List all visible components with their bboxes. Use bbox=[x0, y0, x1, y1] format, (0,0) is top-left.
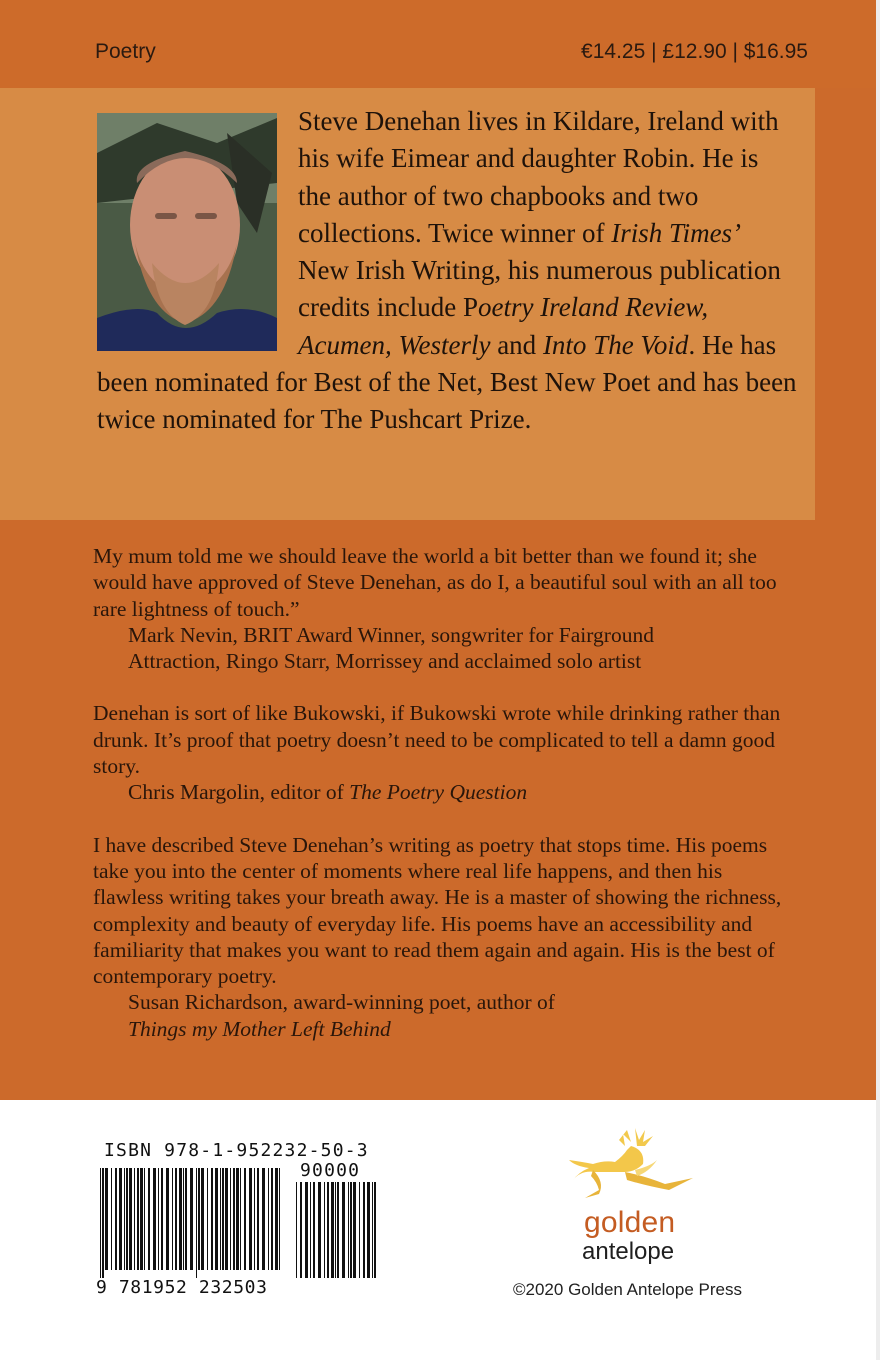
barcode-bar bbox=[124, 1168, 125, 1270]
bio-text-4: . He has been nominated for Best of the Net, Best New Poet and has been twice nominated for The Pushcart Prize. bbox=[97, 329, 797, 435]
barcode-bar bbox=[342, 1182, 345, 1278]
barcode-bar bbox=[254, 1168, 255, 1270]
author-bio bbox=[97, 103, 797, 439]
barcode-bar bbox=[207, 1168, 208, 1270]
bio-text-3: and bbox=[490, 329, 543, 360]
barcode-bar bbox=[249, 1168, 252, 1270]
barcode-bar bbox=[111, 1168, 112, 1270]
isbn-label: ISBN 978-1-952232-50-3 bbox=[104, 1140, 369, 1161]
blurb-susan-richardson bbox=[93, 832, 793, 1042]
barcode-bar bbox=[305, 1182, 308, 1278]
barcode-bar bbox=[119, 1168, 122, 1270]
barcode-bar bbox=[363, 1182, 365, 1278]
photo-spacer bbox=[97, 103, 298, 355]
barcode-bar bbox=[129, 1168, 132, 1270]
price-label: €14.25 | £12.90 | $16.95 bbox=[581, 40, 808, 63]
barcode-bar bbox=[353, 1182, 356, 1278]
barcode-bar bbox=[100, 1168, 101, 1278]
barcode-bar bbox=[201, 1168, 204, 1270]
barcode-bar bbox=[337, 1182, 339, 1278]
barcode-bar bbox=[175, 1168, 177, 1270]
barcode-bar bbox=[244, 1168, 246, 1270]
barcode-bar bbox=[198, 1168, 200, 1270]
genre-label: Poetry bbox=[95, 40, 156, 63]
bio-italic-into-the-void: Into The Void bbox=[542, 329, 689, 360]
barcode-bar bbox=[271, 1168, 273, 1270]
barcode-bar bbox=[367, 1182, 370, 1278]
barcode-bar bbox=[172, 1168, 173, 1270]
barcode-bar bbox=[275, 1168, 278, 1270]
barcode-bar bbox=[335, 1182, 336, 1278]
barcode-bar bbox=[102, 1168, 104, 1278]
barcode-bar bbox=[153, 1168, 156, 1270]
barcode-bar bbox=[105, 1168, 108, 1270]
page-edge bbox=[876, 0, 880, 1360]
barcode-bar bbox=[140, 1168, 143, 1270]
barcode-bar bbox=[268, 1168, 269, 1270]
blurb-text: I have described Steve Denehan’s writing as poetry that stops time. His poems take you into the center of moments where real life happens, and then his flawless writing takes your breath away. He is a master of showing the richness, complexity and beauty of everyday life. His poems have an accessibility and familiarity that makes you want to read them again and again. His is the best of contemporary poetry. bbox=[93, 832, 782, 989]
barcode-bar bbox=[374, 1182, 376, 1278]
price-addon-label: 90000 bbox=[300, 1160, 361, 1181]
barcode-bar bbox=[220, 1168, 221, 1270]
barcode-bar bbox=[257, 1168, 259, 1270]
barcode-bars bbox=[100, 1168, 280, 1278]
blurb-mark-nevin bbox=[93, 543, 793, 674]
barcode-bar bbox=[318, 1182, 321, 1278]
barcode-bar bbox=[350, 1182, 352, 1278]
blurb-attribution bbox=[93, 779, 793, 805]
blurb-text: Denehan is sort of like Bukowski, if Bukowski wrote while drinking rather than drunk. It’s proof that poetry doesn’t need to be complicated to tell a damn good story. bbox=[93, 701, 781, 779]
bio-italic-irish-times: Irish Times’ bbox=[611, 217, 742, 248]
barcode-bar bbox=[222, 1168, 224, 1270]
blurb-text: My mum told me we should leave the world a bit better than we found it; she would have approved of Steve Denehan, as do I, a beautiful soul with an all too rare lightness of touch.” bbox=[93, 544, 777, 621]
barcode-bar bbox=[348, 1182, 349, 1278]
barcode-bar bbox=[158, 1168, 159, 1270]
logo-wordmark-golden: golden bbox=[584, 1206, 676, 1239]
barcode-bar bbox=[179, 1168, 182, 1270]
barcode-bar bbox=[126, 1168, 128, 1270]
barcode-bar bbox=[148, 1168, 150, 1270]
barcode-bar bbox=[279, 1168, 280, 1270]
bio-text-2: New Irish Writing, his numerous publication credits include P bbox=[298, 255, 781, 323]
blurb-attribution: Susan Richardson, award-winning poet, author of bbox=[128, 990, 555, 1015]
barcode-bar bbox=[215, 1168, 218, 1270]
blurb-attribution: Mark Nevin, BRIT Award Winner, songwriter for Fairground bbox=[128, 622, 654, 647]
barcode-bar bbox=[296, 1182, 297, 1278]
barcode-bar bbox=[134, 1168, 135, 1270]
barcode-bar bbox=[262, 1168, 265, 1270]
barcode-bar bbox=[137, 1168, 139, 1270]
attribution-title: Things my Mother Left Behind bbox=[128, 1016, 391, 1041]
barcode-bar bbox=[372, 1182, 373, 1278]
blurb-chris-margolin bbox=[93, 700, 793, 805]
bio-italic-publications: oetry Ireland Review, Acumen, Westerly bbox=[298, 292, 709, 360]
barcode-bar bbox=[185, 1168, 187, 1270]
barcode-digits: 9 781952 232503 bbox=[96, 1277, 268, 1298]
barcode-bar bbox=[313, 1182, 315, 1278]
barcode-bar bbox=[240, 1168, 241, 1270]
logo-wordmark-antelope: antelope bbox=[582, 1238, 675, 1265]
barcode-bar bbox=[183, 1168, 184, 1270]
barcode-bar bbox=[196, 1168, 197, 1278]
barcode-bar bbox=[211, 1168, 213, 1270]
barcode-bar bbox=[161, 1168, 163, 1270]
attribution-title: The Poetry Question bbox=[349, 780, 528, 805]
barcode-bar bbox=[300, 1182, 302, 1278]
copyright-notice: ©2020 Golden Antelope Press bbox=[513, 1280, 742, 1299]
blurbs bbox=[93, 543, 793, 1042]
barcode-bar bbox=[359, 1182, 360, 1278]
addon-barcode-bars bbox=[296, 1182, 376, 1278]
barcode-bar bbox=[230, 1168, 231, 1270]
bio-text-1: Steve Denehan lives in Kildare, Ireland with his wife Eimear and daughter Robin. He is the author of two chapbooks and two collections. Twice winner of bbox=[298, 106, 779, 248]
barcode-bar bbox=[225, 1168, 228, 1270]
barcode-bar bbox=[331, 1182, 334, 1278]
barcode-bar bbox=[144, 1168, 145, 1270]
barcode-bar bbox=[166, 1168, 169, 1270]
barcode-bar bbox=[324, 1182, 325, 1278]
barcode-bar bbox=[310, 1182, 311, 1278]
barcode-bar bbox=[190, 1168, 193, 1270]
attribution-text: Chris Margolin, editor of bbox=[128, 780, 350, 805]
barcode-bar bbox=[233, 1168, 235, 1270]
barcode-bar bbox=[236, 1168, 239, 1270]
barcode-bar bbox=[115, 1168, 117, 1270]
blurb-attribution bbox=[93, 1016, 793, 1042]
blurb-attribution: Attraction, Ringo Starr, Morrissey and acclaimed solo artist bbox=[128, 649, 642, 674]
barcode-bar bbox=[327, 1182, 329, 1278]
